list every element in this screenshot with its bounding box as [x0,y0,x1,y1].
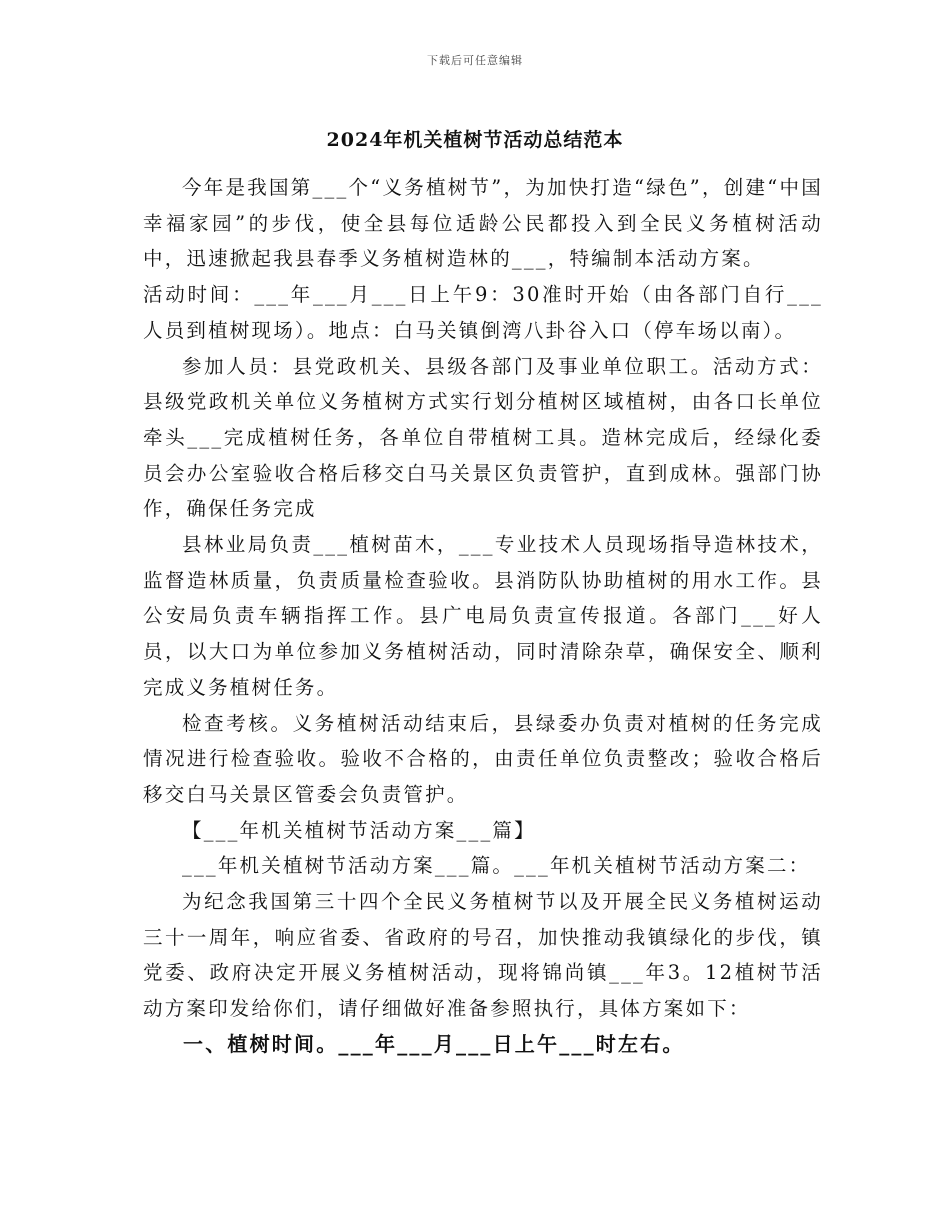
paragraph-time-location: 活动时间：___年___月___日上午9：30准时开始（由各部门自行___人员到植树现场）。地点：白马关镇倒湾八卦谷入口（停车场以南）。 [143,283,823,342]
paragraph-participants: 参加人员：县党政机关、县级各部门及事业单位职工。活动方式：县级党政机关单位义务植树方式实行划分植树区域植树，由各口长单位牵头___完成植树任务，各单位自带植树工具。造林完成后，经绿化委员会办公室验收合格后移交白马关景区负责管护，直到成林。强部门协作，确保任务完成 [143,354,823,521]
paragraph-commemoration: 为纪念我国第三十四个全民义务植树节以及开展全民义务植树运动三十一周年，响应省委、省政府的号召，加快推动我镇绿化的步伐，镇党委、政府决定开展义务植树活动，现将锦尚镇___年3。12植树节活动方案印发给你们，请仔细做好准备参照执行，具体方案如下： [143,890,823,1021]
document-title: 2024年机关植树节活动总结范本 [326,129,624,151]
item-planting-time: 一、植树时间。___年___月___日上午___时左右。 [183,1031,685,1056]
document-body [143,170,823,1063]
header-note: 下载后可任意编辑 [427,54,523,67]
paragraph-plan-two-intro: ___年机关植树节活动方案___篇。___年机关植树节活动方案二： [182,854,811,878]
paragraph-intro: 今年是我国第___个“义务植树节”，为加快打造“绿色”，创建“中国幸福家园”的步伐，使全县每位适龄公民都投入到全民义务植树活动中，迅速掀起我县春季义务植树造林的___，特编制本活动方案。 [143,176,823,271]
section-heading: 【___年机关植树节活动方案___篇】 [182,818,536,842]
paragraph-inspection: 检查考核。义务植树活动结束后，县绿委办负责对植树的任务完成情况进行检查验收。验收不合格的，由责任单位负责整改；验收合格后移交白马关景区管委会负责管护。 [143,711,823,806]
paragraph-responsibilities: 县林业局负责___植树苗木，___专业技术人员现场指导造林技术，监督造林质量，负责质量检查验收。县消防队协助植树的用水工作。县公安局负责车辆指挥工作。县广电局负责宣传报道。各部门___好人员，以大口为单位参加义务植树活动，同时清除杂草，确保安全、顺利完成义务植树任务。 [143,533,823,699]
